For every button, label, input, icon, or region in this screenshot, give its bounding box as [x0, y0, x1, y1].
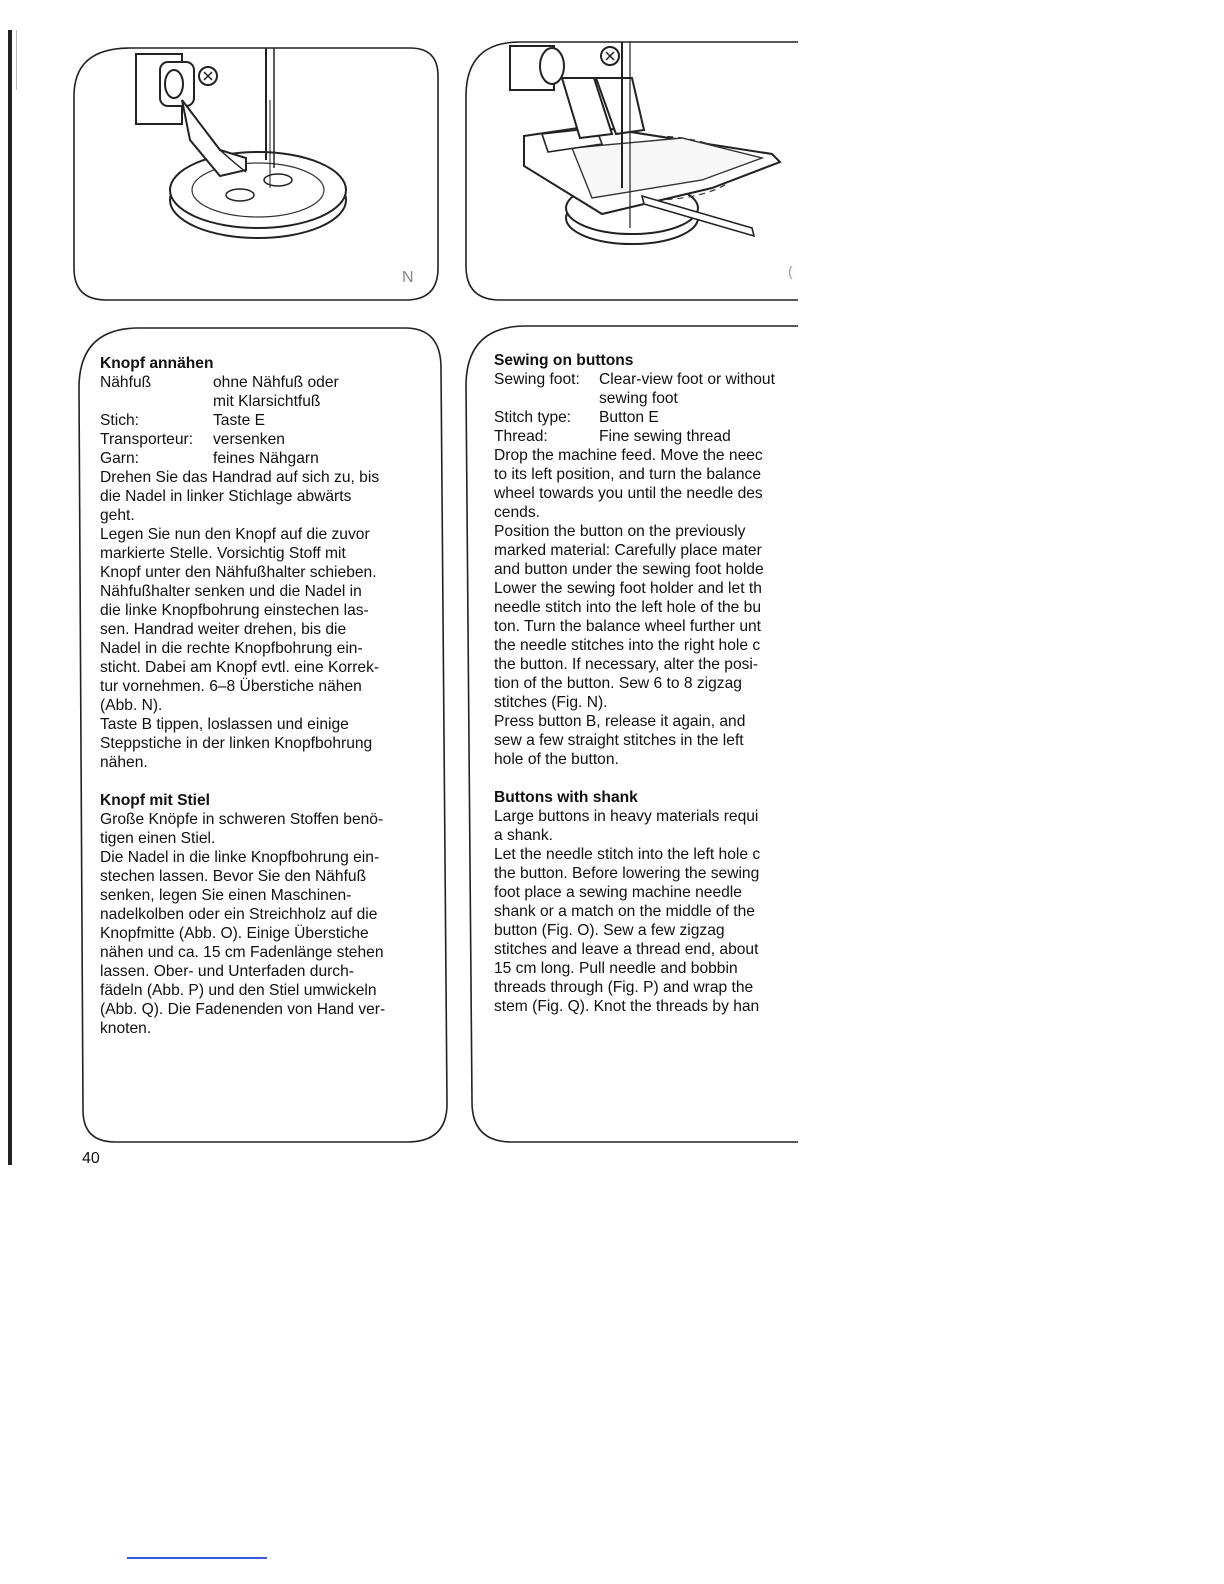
english-line: foot place a sewing machine needle: [494, 884, 742, 901]
english-spec-value: Button E: [599, 409, 659, 426]
illustration-button-sewing-left: [70, 40, 445, 305]
english-line: the button. Before lowering the sewing: [494, 865, 760, 882]
german-text-body: [100, 354, 435, 1038]
german-line: sen. Handrad weiter drehen, bis die: [100, 621, 347, 638]
english-line: cends.: [494, 504, 540, 521]
english-section-title-2: Buttons with shank: [494, 789, 638, 806]
german-spec-label: Transporteur:: [100, 431, 194, 448]
german-spec-label: Garn:: [100, 450, 139, 467]
german-line: nähen und ca. 15 cm Fadenlänge stehen: [100, 944, 384, 961]
english-line: Press button B, release it again, and: [494, 713, 746, 730]
english-line: button (Fig. O). Sew a few zigzag: [494, 922, 725, 939]
english-line: marked material: Carefully place mater: [494, 542, 762, 559]
english-line: needle stitch into the left hole of the bu: [494, 599, 762, 616]
german-spec-value: feines Nähgarn: [213, 450, 319, 467]
german-spec-list: [100, 373, 435, 468]
german-line: Taste B tippen, loslassen und einige: [100, 716, 349, 733]
margin-binding-rule: [8, 30, 12, 1165]
english-line: Large buttons in heavy materials requi: [494, 808, 759, 825]
german-line: Nadel in die rechte Knopfbohrung ein-: [100, 640, 363, 657]
figure-label-right: (: [788, 263, 793, 279]
german-line: lassen. Ober- und Unterfaden durch-: [100, 963, 354, 980]
german-line: sticht. Dabei am Knopf evtl. eine Korrek-: [100, 659, 380, 676]
german-line: nähen.: [100, 754, 148, 771]
english-spec-value: Clear-view foot or without: [599, 371, 775, 388]
german-line: (Abb. N).: [100, 697, 163, 714]
english-spec-label: Stitch type:: [494, 409, 572, 426]
german-spec-label: Stich:: [100, 412, 139, 429]
english-spec-label: Sewing foot:: [494, 371, 580, 388]
english-line: Let the needle stitch into the left hole c: [494, 846, 761, 863]
english-line: stitches (Fig. N).: [494, 694, 608, 711]
english-spec-list: [494, 370, 796, 446]
german-line: fädeln (Abb. P) und den Stiel umwickeln: [100, 982, 377, 999]
english-line: sew a few straight stitches in the left: [494, 732, 744, 749]
english-line: the needle stitches into the right hole c: [494, 637, 761, 654]
german-line: senken, legen Sie einen Maschinen-: [100, 887, 352, 904]
figure-label-n: N: [402, 269, 414, 286]
german-line: tigen einen Stiel.: [100, 830, 216, 847]
page-number: 40: [82, 1150, 100, 1167]
german-line: Knopfmitte (Abb. O). Einige Überstiche: [100, 925, 369, 942]
footer-link-underline[interactable]: [127, 1557, 267, 1559]
figure-o-svg: [462, 38, 800, 304]
english-line: wheel towards you until the needle des: [494, 485, 763, 502]
german-line: geht.: [100, 507, 135, 524]
english-spec-label: [494, 389, 599, 408]
english-line: 15 cm long. Pull needle and bobbin: [494, 960, 738, 977]
english-line: shank or a match on the middle of the: [494, 903, 755, 920]
english-line: to its left position, and turn the balance: [494, 466, 761, 483]
english-section-title: Sewing on buttons: [494, 352, 634, 369]
german-line: die linke Knopfbohrung einstechen las-: [100, 602, 369, 619]
english-text-body: [494, 351, 798, 1016]
german-section-title: Knopf annähen: [100, 355, 214, 372]
german-line: Große Knöpfe in schweren Stoffen benö-: [100, 811, 384, 828]
german-line: markierte Stelle. Vorsichtig Stoff mit: [100, 545, 346, 562]
english-line: the button. If necessary, alter the posi-: [494, 656, 759, 673]
german-spec-value: Taste E: [213, 412, 266, 429]
german-line: nadelkolben oder ein Streichholz auf die: [100, 906, 378, 923]
german-section-title-2: Knopf mit Stiel: [100, 792, 211, 809]
english-line: stitches and leave a thread end, about: [494, 941, 759, 958]
german-spec-value: mit Klarsichtfuß: [213, 393, 321, 410]
english-spec-value: Fine sewing thread: [599, 428, 731, 445]
german-line: die Nadel in linker Stichlage abwärts: [100, 488, 352, 505]
english-line: ton. Turn the balance wheel further unt: [494, 618, 761, 635]
german-spec-label: Nähfuß: [100, 374, 152, 391]
english-line: Lower the sewing foot holder and let th: [494, 580, 762, 597]
english-line: tion of the button. Sew 6 to 8 zigzag: [494, 675, 742, 692]
german-line: Nähfußhalter senken und die Nadel in: [100, 583, 362, 600]
german-line: stechen lassen. Bevor Sie den Nähfuß: [100, 868, 367, 885]
german-line: knoten.: [100, 1020, 152, 1037]
english-line: Position the button on the previously: [494, 523, 746, 540]
english-line: and button under the sewing foot holde: [494, 561, 764, 578]
english-line: Drop the machine feed. Move the neec: [494, 447, 763, 464]
german-line: Knopf unter den Nähfußhalter schieben.: [100, 564, 377, 581]
english-line: hole of the button.: [494, 751, 619, 768]
german-line: tur vornehmen. 6–8 Überstiche nähen: [100, 678, 362, 695]
german-line: Drehen Sie das Handrad auf sich zu, bis: [100, 469, 380, 486]
illustration-button-sewing-right: [462, 38, 800, 304]
english-line: stem (Fig. Q). Knot the threads by han: [494, 998, 760, 1015]
german-line: Die Nadel in die linke Knopfbohrung ein-: [100, 849, 380, 866]
english-line: threads through (Fig. P) and wrap the: [494, 979, 754, 996]
english-spec-value: sewing foot: [599, 390, 678, 407]
english-spec-label: Thread:: [494, 428, 548, 445]
german-line: Steppstiche in der linken Knopfbohrung: [100, 735, 373, 752]
margin-tick: [16, 30, 17, 90]
german-line: (Abb. Q). Die Fadenenden von Hand ver-: [100, 1001, 386, 1018]
german-spec-value: versenken: [213, 431, 285, 448]
german-spec-label: [100, 392, 213, 411]
figure-n-svg: [70, 40, 445, 305]
german-line: Legen Sie nun den Knopf auf die zuvor: [100, 526, 370, 543]
german-spec-value: ohne Nähfuß oder: [213, 374, 339, 391]
english-line: a shank.: [494, 827, 553, 844]
